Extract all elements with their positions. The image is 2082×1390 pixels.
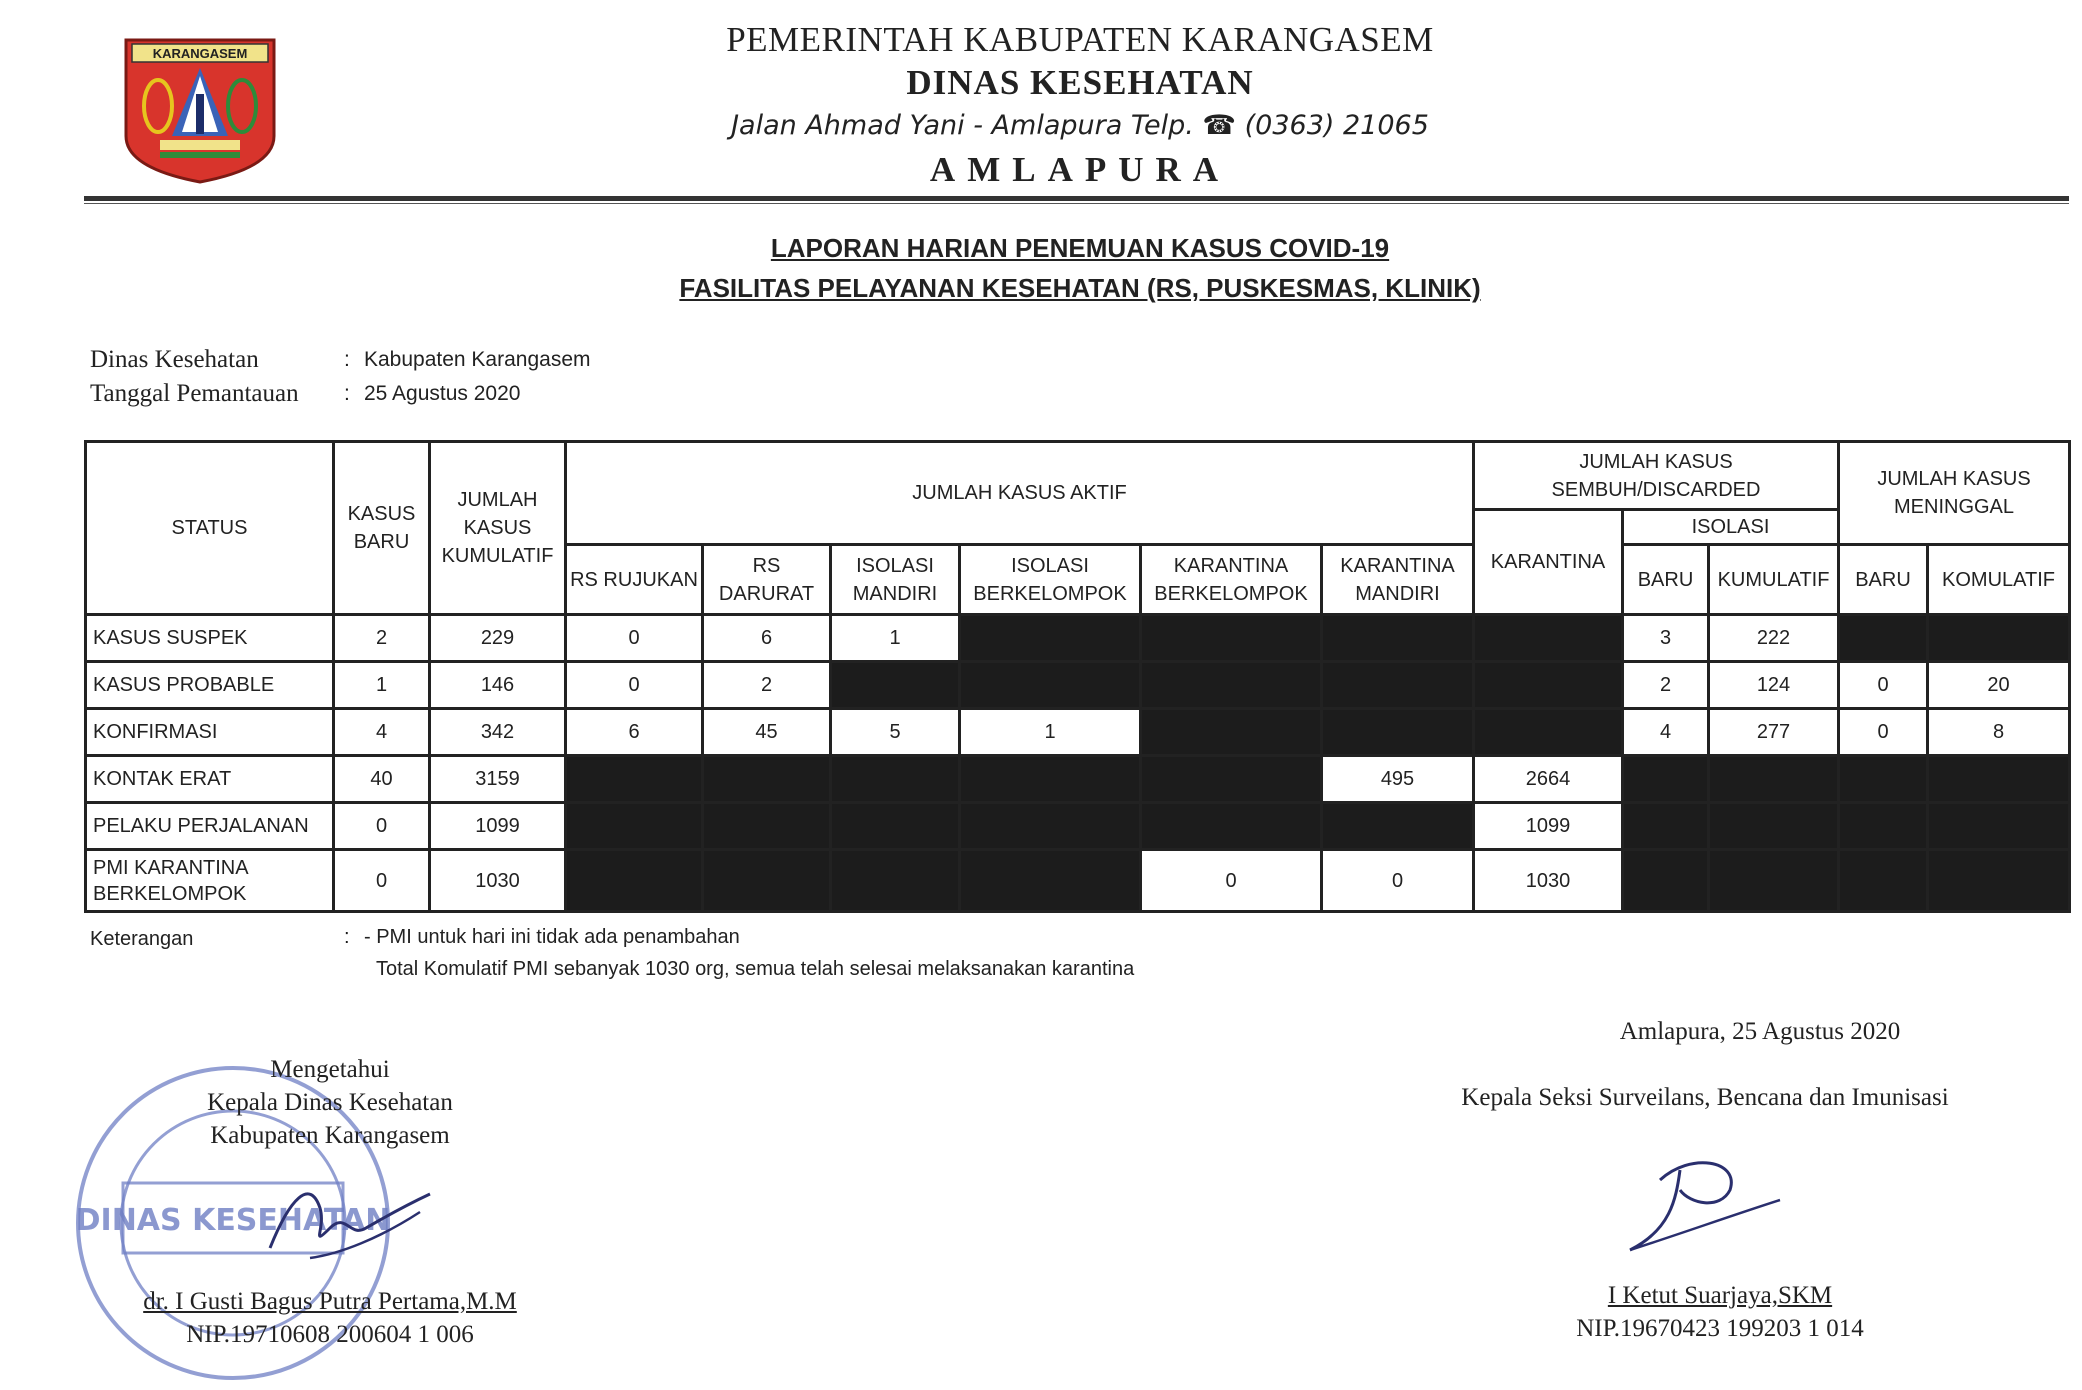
header-karantina-mandiri: KARANTINA MANDIRI xyxy=(1322,545,1474,615)
blank-cell xyxy=(1322,662,1474,709)
header-kasus-baru: KASUS BARU xyxy=(334,442,430,615)
cell-isolasi-baru: 4 xyxy=(1623,709,1709,756)
header-karantina-berkelompok: KARANTINA BERKELOMPOK xyxy=(1141,545,1322,615)
cell-karantina: 1099 xyxy=(1474,803,1623,850)
blank-cell xyxy=(566,803,703,850)
left-sig-line1: Mengetahui xyxy=(270,1056,390,1083)
blank-cell xyxy=(1322,709,1474,756)
address: Jalan Ahmad Yani - Amlapura Telp. ☎ (0363) 21065 xyxy=(731,110,1429,141)
cell-rs-darurat: 45 xyxy=(703,709,831,756)
office-value: Kabupaten Karangasem xyxy=(364,348,591,371)
blank-cell xyxy=(831,756,960,803)
left-signer-nip: NIP.19710608 200604 1 006 xyxy=(186,1321,474,1348)
karangasem-logo xyxy=(120,36,280,186)
blank-cell xyxy=(1709,756,1839,803)
report-title-line1: LAPORAN HARIAN PENEMUAN KASUS COVID-19 xyxy=(770,233,1390,263)
header-isolasi-kumulatif: KUMULATIF xyxy=(1709,545,1839,615)
table-row xyxy=(86,709,2070,756)
blank-cell xyxy=(1839,850,1928,912)
row-status xyxy=(86,850,334,912)
table-row xyxy=(86,662,2070,709)
header-isolasi-berkelompok: ISOLASI BERKELOMPOK xyxy=(960,545,1141,615)
cell-kumulatif: 229 xyxy=(430,615,566,662)
right-signer-name: I Ketut Suarjaya,SKM xyxy=(1607,1282,1833,1309)
stamp-text: DINAS KESEHATAN xyxy=(75,1203,391,1238)
cell-rs-darurat: 6 xyxy=(703,615,831,662)
blank-cell xyxy=(1839,756,1928,803)
cell-meninggal-baru: 0 xyxy=(1839,662,1928,709)
table-row xyxy=(86,756,2070,803)
blank-cell xyxy=(1928,803,2070,850)
row-status: KASUS SUSPEK xyxy=(86,615,334,662)
left-sig-line2: Kepala Dinas Kesehatan xyxy=(207,1089,453,1116)
blank-cell xyxy=(1839,615,1928,662)
cell-rs-rujukan: 0 xyxy=(566,615,703,662)
letterhead-rule xyxy=(84,196,2069,201)
row-status-line2: BERKELOMPOK xyxy=(93,882,247,905)
header-rs-rujukan: RS RUJUKAN xyxy=(566,545,703,615)
blank-cell xyxy=(1623,850,1709,912)
blank-cell xyxy=(1141,756,1322,803)
blank-cell xyxy=(1474,709,1623,756)
blank-cell xyxy=(960,662,1141,709)
cell-karantina-berkelompok: 0 xyxy=(1141,850,1322,912)
notes-line2: Total Komulatif PMI sebanyak 1030 org, semua telah selesai melaksanakan karantina xyxy=(376,958,1135,980)
blank-cell xyxy=(1322,615,1474,662)
blank-cell xyxy=(1474,662,1623,709)
cell-kumulatif: 342 xyxy=(430,709,566,756)
cell-karantina: 1030 xyxy=(1474,850,1623,912)
row-status: KONFIRMASI xyxy=(86,709,334,756)
blank-cell xyxy=(960,850,1141,912)
blank-cell xyxy=(703,756,831,803)
blank-cell xyxy=(1141,615,1322,662)
blank-cell xyxy=(703,803,831,850)
blank-cell xyxy=(1928,756,2070,803)
date-colon: : xyxy=(344,382,350,405)
header-meninggal: JUMLAH KASUS MENINGGAL xyxy=(1839,442,2070,545)
cell-kasus-baru: 4 xyxy=(334,709,430,756)
header-rs-darurat: RS DARURAT xyxy=(703,545,831,615)
notes-label: Keterangan xyxy=(90,928,194,950)
blank-cell xyxy=(1623,756,1709,803)
blank-cell xyxy=(703,850,831,912)
notes-line1: - PMI untuk hari ini tidak ada penambahan xyxy=(364,926,740,948)
blank-cell xyxy=(1839,803,1928,850)
letterhead-rule-thin xyxy=(84,203,2069,204)
blank-cell xyxy=(1709,803,1839,850)
row-status: PELAKU PERJALANAN xyxy=(86,803,334,850)
cell-karantina-mandiri: 0 xyxy=(1322,850,1474,912)
blank-cell xyxy=(1623,803,1709,850)
blank-cell xyxy=(566,850,703,912)
report-title-line2: FASILITAS PELAYANAN KESEHATAN (RS, PUSKESMAS, KLINIK) xyxy=(679,273,1481,303)
blank-cell xyxy=(1141,662,1322,709)
header-meninggal-baru: BARU xyxy=(1839,545,1928,615)
blank-cell xyxy=(1928,615,2070,662)
cell-isolasi-baru: 2 xyxy=(1623,662,1709,709)
cell-kumulatif: 1030 xyxy=(430,850,566,912)
cell-isolasi-kumulatif: 277 xyxy=(1709,709,1839,756)
blank-cell xyxy=(831,850,960,912)
header-isolasi: ISOLASI xyxy=(1623,510,1839,545)
row-status: KASUS PROBABLE xyxy=(86,662,334,709)
cell-rs-darurat: 2 xyxy=(703,662,831,709)
blank-cell xyxy=(960,803,1141,850)
cell-isolasi-kumulatif: 124 xyxy=(1709,662,1839,709)
right-position: Kepala Seksi Surveilans, Bencana dan Imunisasi xyxy=(1461,1084,1949,1111)
covid-report-table xyxy=(84,440,2071,913)
cell-kasus-baru: 40 xyxy=(334,756,430,803)
cell-meninggal-baru: 0 xyxy=(1839,709,1928,756)
government-name: PEMERINTAH KABUPATEN KARANGASEM xyxy=(726,20,1434,59)
header-sembuh-discarded: JUMLAH KASUS SEMBUH/DISCARDED xyxy=(1474,442,1839,510)
cell-meninggal-komulatif: 20 xyxy=(1928,662,2070,709)
header-meninggal-komulatif: KOMULATIF xyxy=(1928,545,2070,615)
left-signer-name: dr. I Gusti Bagus Putra Pertama,M.M xyxy=(143,1288,517,1315)
blank-cell xyxy=(1709,850,1839,912)
blank-cell xyxy=(1474,615,1623,662)
cell-karantina-mandiri: 495 xyxy=(1322,756,1474,803)
office-label: Dinas Kesehatan xyxy=(90,346,259,373)
logo-text: KARANGASEM xyxy=(152,46,248,61)
cell-kasus-baru: 0 xyxy=(334,803,430,850)
left-signature xyxy=(250,1168,440,1278)
blank-cell xyxy=(960,615,1141,662)
date-value: 25 Agustus 2020 xyxy=(364,382,521,405)
cell-rs-rujukan: 0 xyxy=(566,662,703,709)
cell-isolasi-mandiri: 5 xyxy=(831,709,960,756)
table-row xyxy=(86,850,2070,912)
blank-cell xyxy=(831,662,960,709)
table-row xyxy=(86,615,2070,662)
header-karantina: KARANTINA xyxy=(1474,510,1623,615)
header-kasus-aktif: JUMLAH KASUS AKTIF xyxy=(566,442,1474,545)
blank-cell xyxy=(960,756,1141,803)
header-isolasi-baru: BARU xyxy=(1623,545,1709,615)
blank-cell xyxy=(1141,709,1322,756)
cell-isolasi-kumulatif: 222 xyxy=(1709,615,1839,662)
right-place-date: Amlapura, 25 Agustus 2020 xyxy=(1619,1018,1901,1045)
cell-kumulatif: 146 xyxy=(430,662,566,709)
cell-kasus-baru: 2 xyxy=(334,615,430,662)
row-status: KONTAK ERAT xyxy=(86,756,334,803)
date-label: Tanggal Pemantauan xyxy=(90,380,299,407)
blank-cell xyxy=(831,803,960,850)
cell-isolasi-berkelompok: 1 xyxy=(960,709,1141,756)
table-row xyxy=(86,803,2070,850)
cell-meninggal-komulatif: 8 xyxy=(1928,709,2070,756)
cell-kumulatif: 3159 xyxy=(430,756,566,803)
cell-isolasi-mandiri: 1 xyxy=(831,615,960,662)
cell-kasus-baru: 0 xyxy=(334,850,430,912)
header-jumlah-kumulatif: JUMLAH KASUS KUMULATIF xyxy=(430,442,566,615)
office-colon: : xyxy=(344,348,350,371)
left-sig-line3: Kabupaten Karangasem xyxy=(210,1122,450,1149)
right-signer-nip: NIP.19670423 199203 1 014 xyxy=(1576,1315,1864,1342)
row-status-line1: PMI KARANTINA xyxy=(93,856,249,879)
cell-isolasi-baru: 3 xyxy=(1623,615,1709,662)
blank-cell xyxy=(566,756,703,803)
cell-kasus-baru: 1 xyxy=(334,662,430,709)
header-isolasi-mandiri: ISOLASI MANDIRI xyxy=(831,545,960,615)
cell-karantina: 2664 xyxy=(1474,756,1623,803)
right-signature xyxy=(1600,1150,1800,1260)
blank-cell xyxy=(1141,803,1322,850)
notes-colon: : xyxy=(344,926,350,948)
cell-kumulatif: 1099 xyxy=(430,803,566,850)
blank-cell xyxy=(1322,803,1474,850)
city-name: AMLAPURA xyxy=(929,150,1231,189)
header-status: STATUS xyxy=(86,442,334,615)
cell-rs-rujukan: 6 xyxy=(566,709,703,756)
department-name: DINAS KESEHATAN xyxy=(906,63,1254,102)
blank-cell xyxy=(1928,850,2070,912)
